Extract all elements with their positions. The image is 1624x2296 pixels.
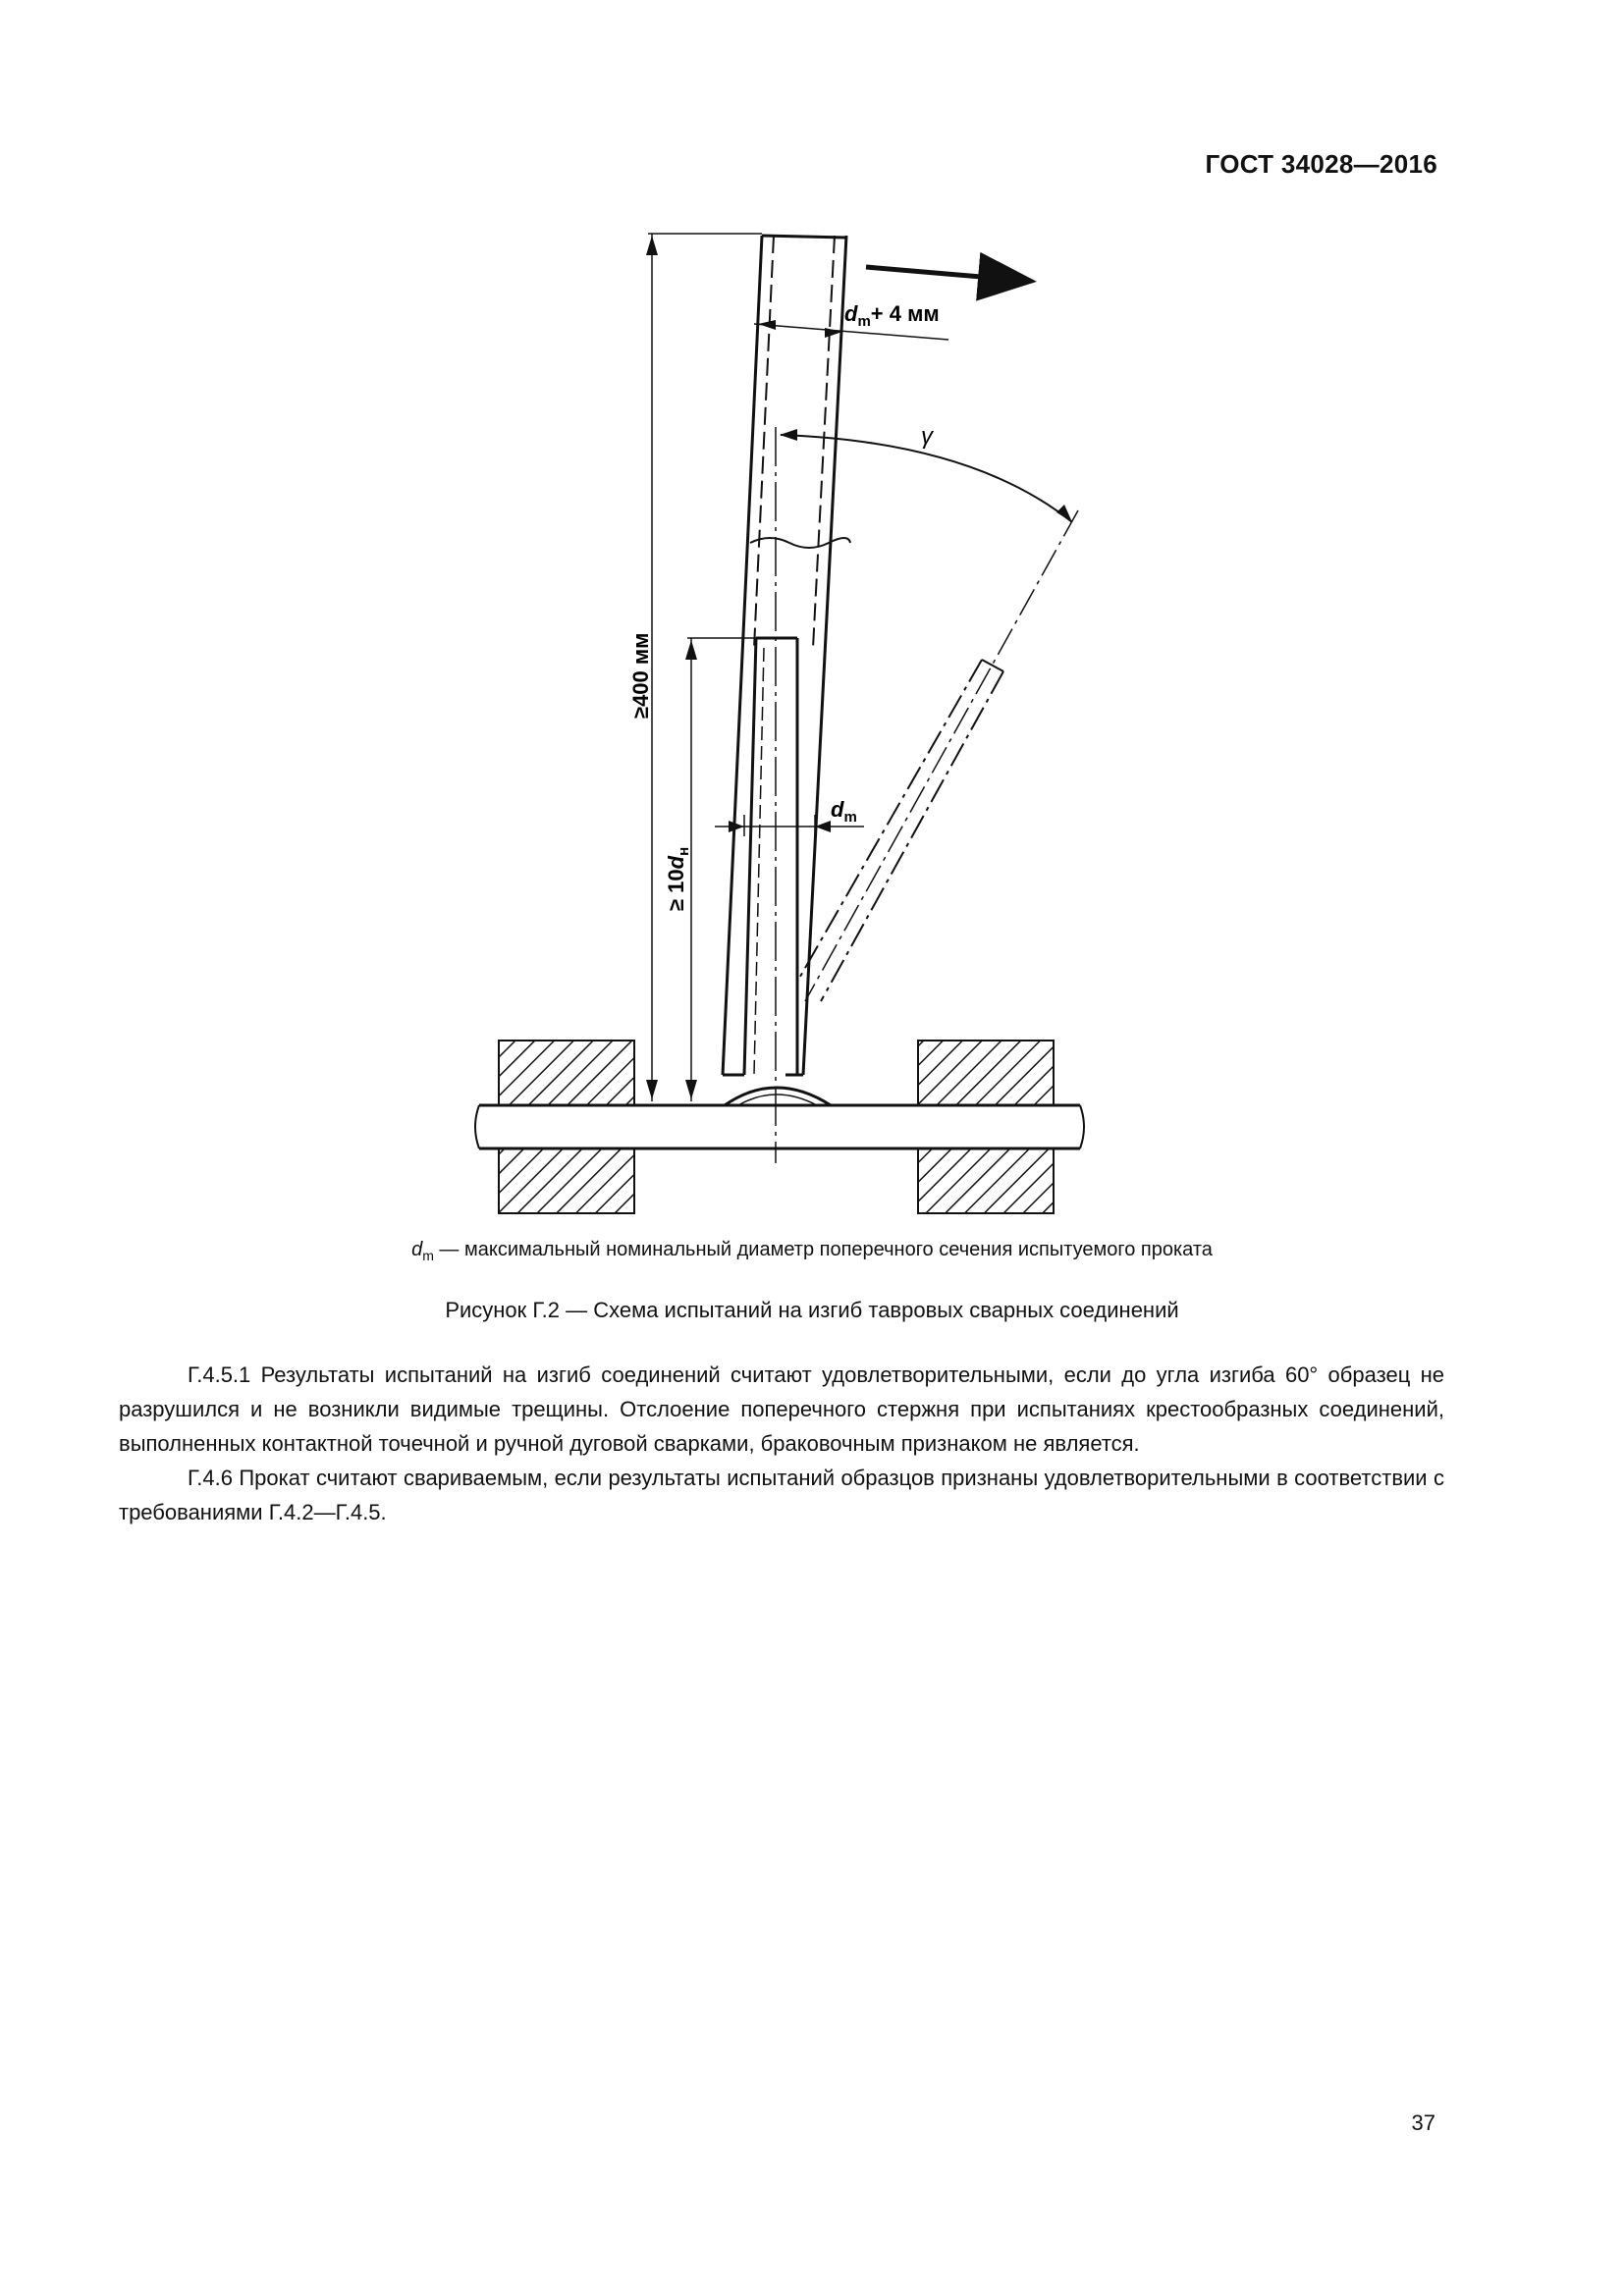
standard-number: ГОСТ 34028—2016 <box>1205 149 1437 179</box>
page-number: 37 <box>1411 2110 1435 2135</box>
figure-caption: Рисунок Г.2 — Схема испытаний на изгиб тавровых сварных соединений <box>445 1298 1179 1322</box>
body-text <box>119 1358 1444 1529</box>
dim-10dn <box>664 638 756 1101</box>
angle-gamma <box>780 423 1072 522</box>
paragraph-g46: Г.4.6 Прокат считают свариваемым, если результаты испытаний образцов признаны удовлетворительными в соответствии с требованиями Г.4.2—Г.4.5. <box>119 1466 1444 1524</box>
paragraph-g451: Г.4.5.1 Результаты испытаний на изгиб соединений считают удовлетворительными, если до угла изгиба 60° образец не разрушился и не возникли видимые трещины. Отслоение поперечного стержня при испытаниях крестообразных соединений, выполненных контактной точечной и ручной дуговой сварками, браковочным признаком не является. <box>119 1362 1444 1456</box>
support-bottom-left <box>499 1148 634 1213</box>
label-400mm: ≥400 мм <box>628 632 653 719</box>
gamma-label: γ <box>921 423 933 450</box>
dm-symbol: d <box>844 301 858 326</box>
support-top-left <box>499 1041 634 1105</box>
figure-legend: $d_m$ — максимальный номинальный диаметр поперечного сечения испытуемого проката <box>411 1239 1213 1263</box>
dim-dm-plus-4 <box>754 301 948 340</box>
svg-text:dm+ 4 мм: $d_m+ 4$ мм <box>844 301 940 330</box>
svg-text:≥ 10dн: ≥ $10d_н$ <box>664 846 692 911</box>
base-bar <box>475 1105 1084 1148</box>
original-rod <box>744 638 797 1075</box>
weld-bead <box>725 1088 831 1105</box>
bent-rod <box>723 236 850 1075</box>
force-arrow <box>866 267 1027 281</box>
support-top-right <box>918 1041 1054 1105</box>
svg-text:dm: $d_m$ <box>831 797 857 826</box>
dim-dm <box>715 797 864 836</box>
tilted-rod-position <box>797 510 1078 1001</box>
support-bottom-right <box>918 1148 1054 1213</box>
dm-label: d <box>831 797 844 822</box>
